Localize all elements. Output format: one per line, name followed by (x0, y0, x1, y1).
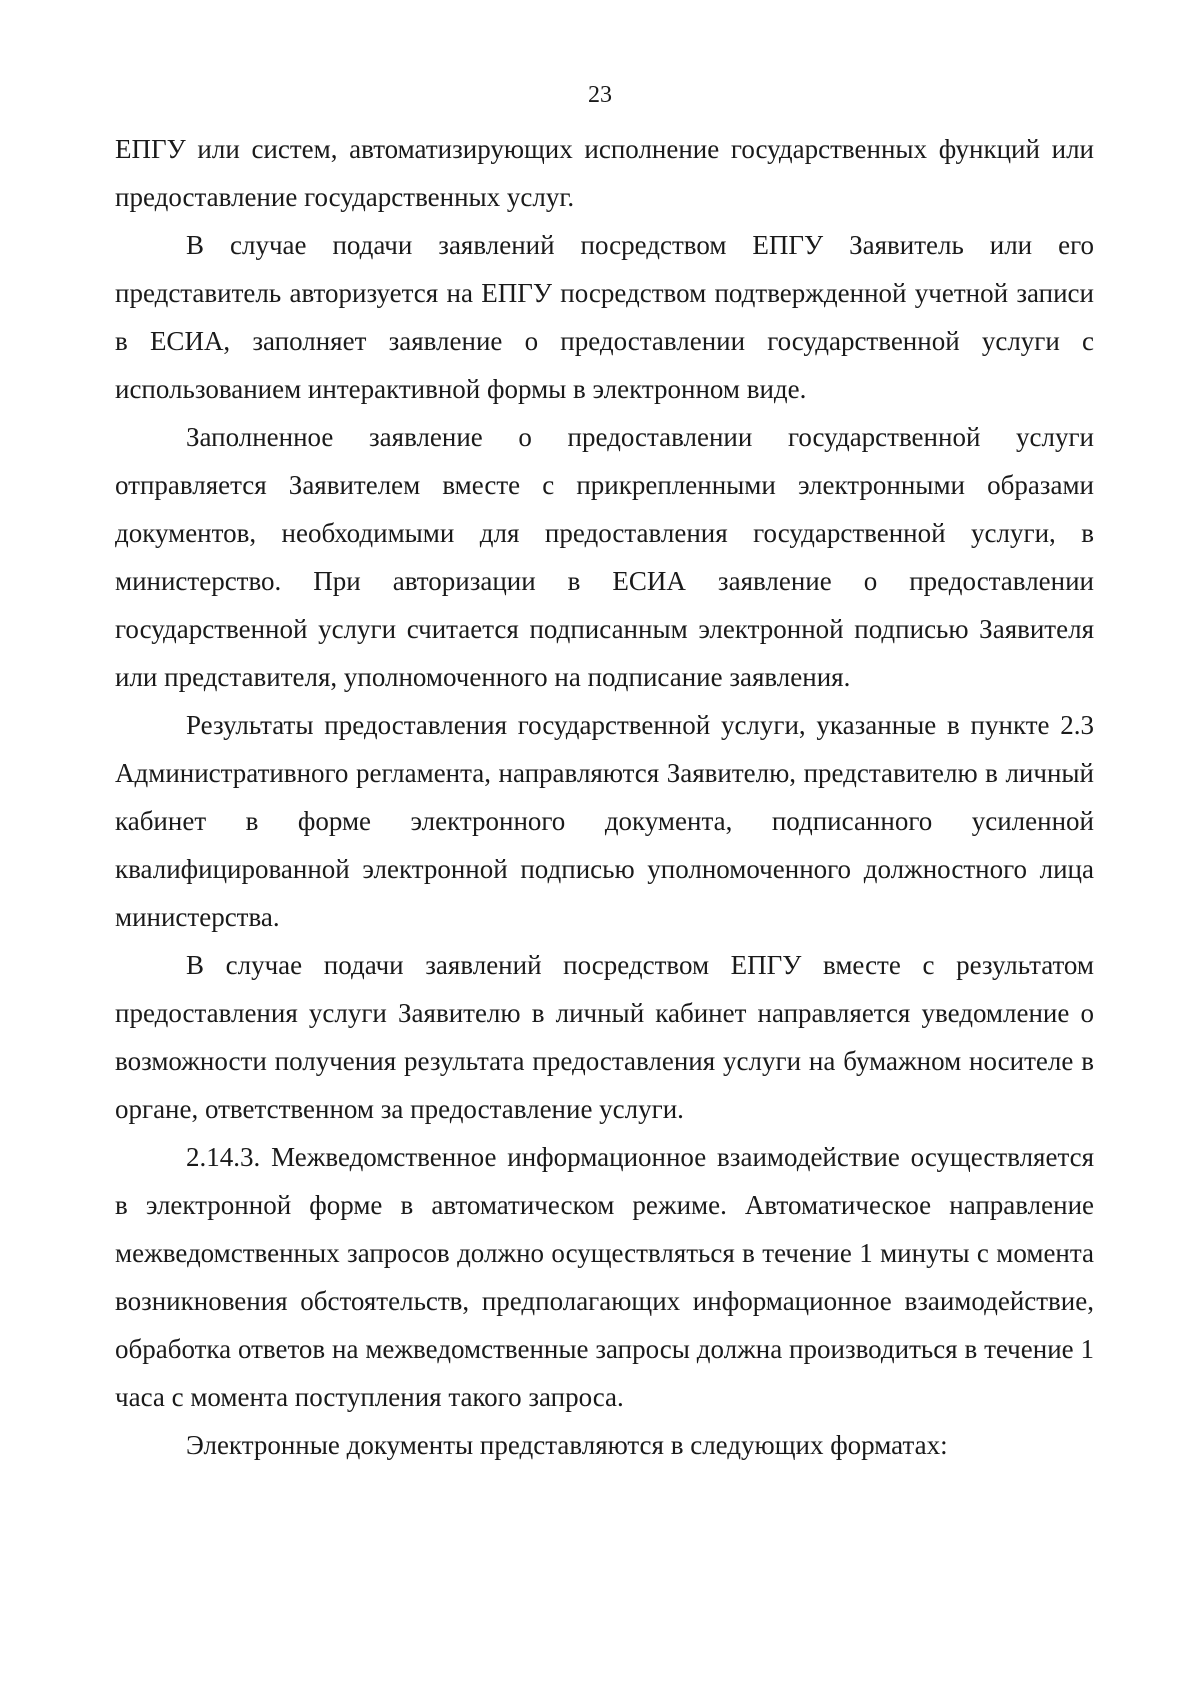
paragraph-interagency-interaction: 2.14.3. Межведомственное информационное взаимодействие осуществляется в электронной форме в автоматическом режиме. Автоматическое направление межведомственных запросов должно осуществляться в течение 1 минуты с момента возникновения обстоятельств, предполагающих информационное взаимодействие, обработка ответов на межведомственные запросы должна производиться в течение 1 часа с момента поступления такого запроса. (115, 1142, 1094, 1412)
paragraph-notification: В случае подачи заявлений посредством ЕПГУ вместе с результатом предоставления услуги Заявителю в личный кабинет направляется уведомление о возможности получения результата предоставления услуги на бумажном носителе в органе, ответственном за предоставление услуги. (115, 950, 1094, 1124)
paragraph-formats: Электронные документы представляются в следующих форматах: (186, 1430, 948, 1460)
document-body (115, 125, 1094, 1469)
paragraph-results: Результаты предоставления государственной услуги, указанные в пункте 2.3 Административного регламента, направляются Заявителю, представителю в личный кабинет в форме электронного документа, подписанного усиленной квалифицированной электронной подписью уполномоченного должностного лица министерства. (115, 710, 1094, 932)
paragraph-filled-application: Заполненное заявление о предоставлении государственной услуги отправляется Заявителем вместе с прикрепленными электронными образами документов, необходимыми для предоставления государственной услуги, в министерство. При авторизации в ЕСИА заявление о предоставлении государственной услуги считается подписанным электронной подписью Заявителя или представителя, уполномоченного на подписание заявления. (115, 422, 1094, 692)
page-number: 23 (588, 82, 612, 108)
paragraph-epgu-submission: В случае подачи заявлений посредством ЕПГУ Заявитель или его представитель авторизуется на ЕПГУ посредством подтвержденной учетной записи в ЕСИА, заполняет заявление о предоставлении государственной услуги с использованием интерактивной формы в электронном виде. (115, 230, 1094, 404)
paragraph-continuation: ЕПГУ или систем, автоматизирующих исполнение государственных функций или предоставление государственных услуг. (115, 134, 1094, 212)
